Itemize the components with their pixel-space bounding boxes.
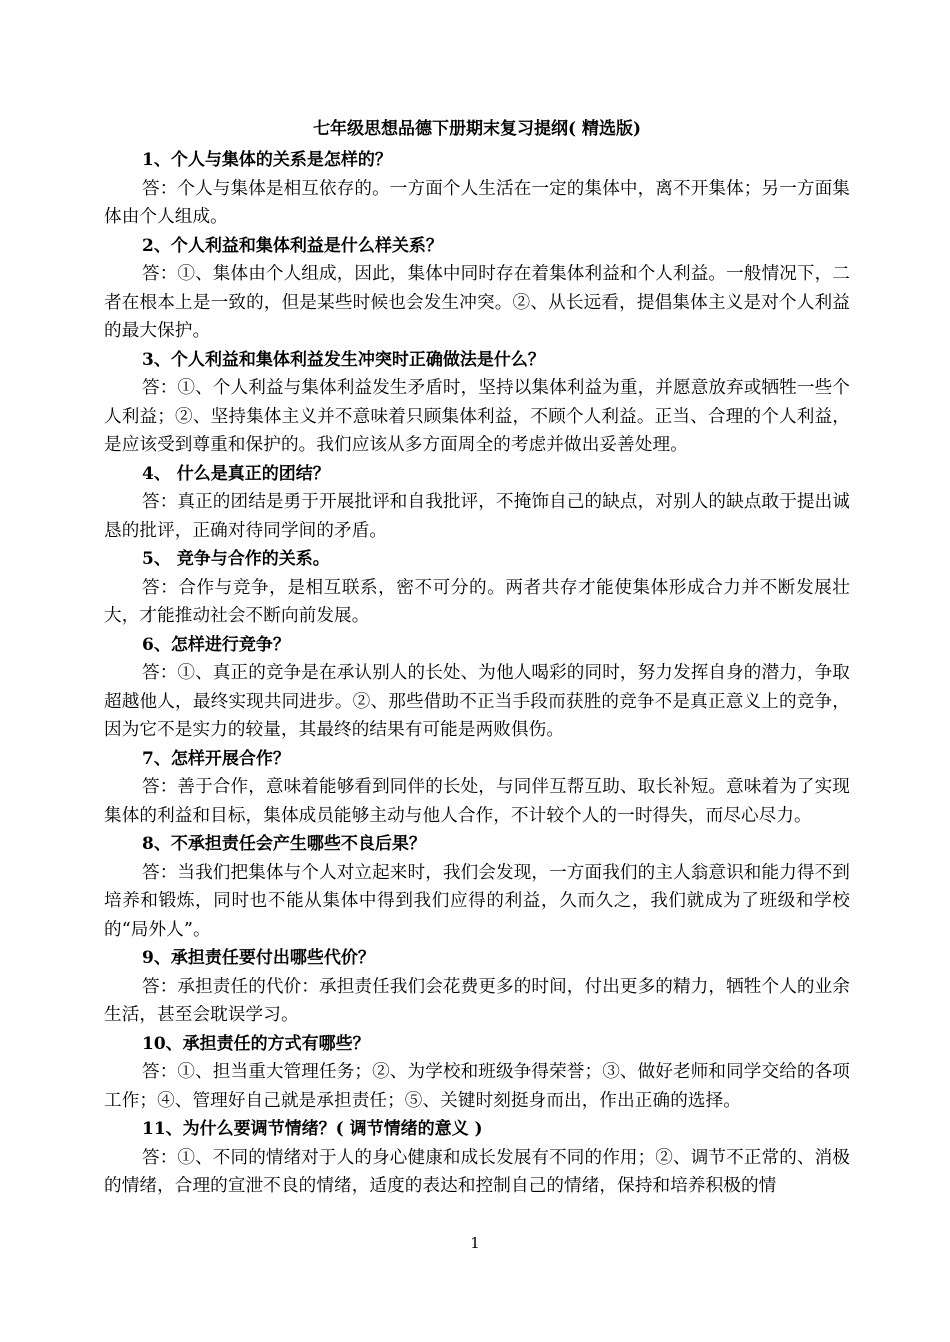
answer: 答：个人与集体是相互依存的。一方面个人生活在一定的集体中，离不开集体；另一方面集体由个人组成。 xyxy=(104,178,850,227)
question: 11、为什么要调节情绪？( 调节情绪的意义 ) xyxy=(142,1119,483,1139)
answer: 答：合作与竞争，是相互联系，密不可分的。两者共存才能使集体形成合力并不断发展壮大，才能推动社会不断向前发展。 xyxy=(104,577,850,626)
question: 10、承担责任的方式有哪些？ xyxy=(142,1033,370,1054)
document-title: 七年级思想品德下册期末复习提纲( 精选版) xyxy=(312,119,641,139)
answer: 答：①、不同的情绪对于人的身心健康和成长发展有不同的作用；②、调节不正常的、消极的情绪，合理的宣泄不良的情绪，适度的表达和控制自己的情绪，保持和培养积极的情 xyxy=(104,1147,850,1196)
question: 7、怎样开展合作？ xyxy=(142,748,290,769)
answer: 答：善于合作，意味着能够看到同伴的长处，与同伴互帮互助、取长补短。意味着为了实现集体的利益和目标，集体成员能够主动与他人合作，不计较个人的一时得失，而尽心尽力。 xyxy=(104,777,850,826)
qa-list xyxy=(104,146,850,1201)
answer: 答：当我们把集体与个人对立起来时，我们会发现，一方面我们的主人翁意识和能力得不到培养和锻炼，同时也不能从集体中得到我们应得的利益，久而久之，我们就成为了班级和学校的“局外人”。 xyxy=(104,862,850,940)
answer: 答：①、集体由个人组成，因此，集体中同时存在着集体利益和个人利益。一般情况下，二者在根本上是一致的，但是某些时候也会发生冲突。②、从长远看，提倡集体主义是对个人利益的最大保护。 xyxy=(104,264,850,341)
question: 9、承担责任要付出哪些代价？ xyxy=(142,948,375,968)
question: 2、个人利益和集体利益是什么样关系？ xyxy=(142,235,443,256)
question: 1、个人与集体的关系是怎样的？ xyxy=(142,150,392,170)
document-body xyxy=(104,118,850,1201)
question: 4、 什么是真正的团结？ xyxy=(142,463,330,484)
answer: 答：①、担当重大管理任务；②、为学校和班级争得荣誉；③、做好老师和同学交给的各项工作；④、管理好自己就是承担责任；⑤、关键时刻挺身而出，作出正确的选择。 xyxy=(104,1062,850,1111)
question: 5、 竞争与合作的关系。 xyxy=(142,549,330,569)
answer: 答：承担责任的代价：承担责任我们会花费更多的时间，付出更多的精力，牺牲个人的业余生活，甚至会耽误学习。 xyxy=(104,976,850,1025)
question: 3、个人利益和集体利益发生冲突时正确做法是什么？ xyxy=(142,349,545,370)
page-number: 1 xyxy=(470,1234,480,1252)
answer: 答：真正的团结是勇于开展批评和自我批评，不掩饰自己的缺点，对别人的缺点敢于提出诚恳的批评，正确对待同学间的矛盾。 xyxy=(104,492,850,541)
answer: 答：①、真正的竞争是在承认别人的长处、为他人喝彩的同时，努力发挥自身的潜力，争取超越他人，最终实现共同进步。②、那些借助不正当手段而获胜的竞争不是真正意义上的竞争，因为它不是实力的较量，其最终的结果有可能是两败俱伤。 xyxy=(104,663,850,740)
question: 8、不承担责任会产生哪些不良后果？ xyxy=(142,834,426,854)
question: 6、怎样进行竞争？ xyxy=(142,634,290,655)
answer: 答：①、个人利益与集体利益发生矛盾时，坚持以集体利益为重，并愿意放弃或牺牲一些个人利益；②、坚持集体主义并不意味着只顾集体利益，不顾个人利益。正当、合理的个人利益，是应该受到尊重和保护的。我们应该从多方面周全的考虑并做出妥善处理。 xyxy=(104,378,850,455)
